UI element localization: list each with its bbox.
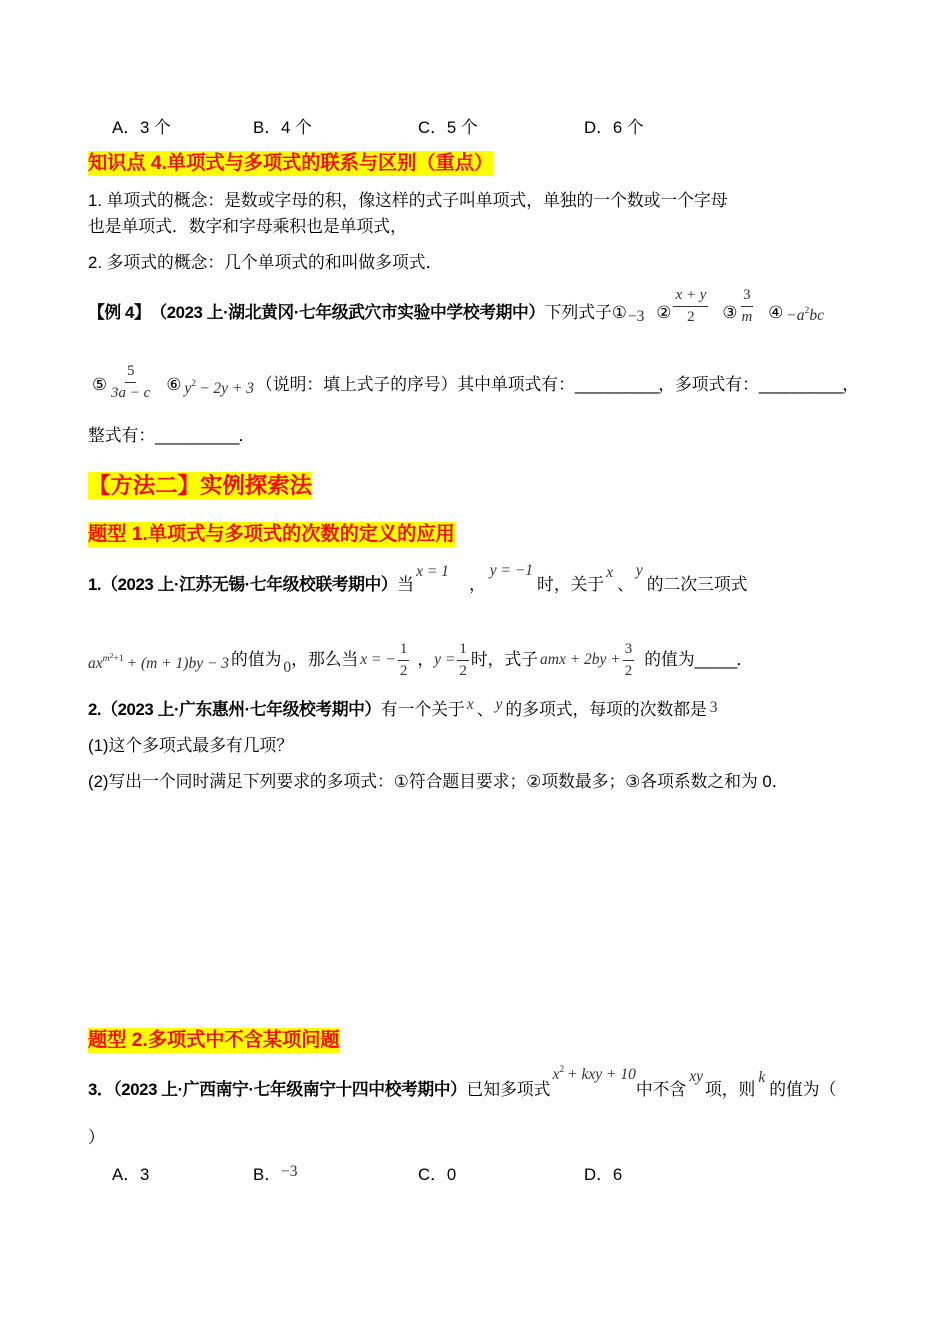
example-4-line-2 <box>88 362 860 401</box>
question-3-ask: 的值为（ <box>769 1080 837 1099</box>
method-2-heading: 【方法二】实例探索法 <box>88 473 312 498</box>
trinomial-value: 0 <box>283 659 292 677</box>
question-1-when: 当 <box>397 575 415 594</box>
marker-3: ③ <box>722 303 738 322</box>
trinomial-expression <box>88 650 230 673</box>
expr-4-base: −a <box>786 307 805 325</box>
example-4-line-1 <box>88 286 824 326</box>
expr-2-fraction <box>673 288 708 325</box>
y-value-fraction <box>457 642 469 679</box>
question-1-then-when: ，那么当 <box>291 650 359 669</box>
polynomial-label: ，多项式有： <box>658 375 759 394</box>
x-value-numerator: 1 <box>398 642 410 661</box>
question-3-option-c <box>418 1163 456 1187</box>
question-2-about: 有一个关于 <box>380 700 465 719</box>
expr-6-rest: − 2y + 3 <box>199 380 254 398</box>
question-3-poly-exponent: 2 <box>559 1064 565 1076</box>
question-3-source: 3．（2023 上·广西南宁·七年级南宁十四中校考期中） <box>88 1080 467 1099</box>
question-1-period: ． <box>736 650 754 669</box>
exponent-m: m <box>102 653 110 665</box>
prev-option-b-text: B．4 个 <box>253 118 312 137</box>
expr-4-rest: bc <box>809 307 824 325</box>
variable-y: y <box>635 562 643 580</box>
x-equals: x = − <box>360 651 396 669</box>
prev-option-a-text: A．3 个 <box>112 118 171 137</box>
expr-6-exponent: 2 <box>191 378 197 390</box>
monomial-definition-line-2 <box>88 215 407 239</box>
question-1-source: 1.（2023 上·江苏无锡·七年级校联考期中） <box>88 575 398 594</box>
question-2-part-2-text: (2)写出一个同时满足下列要求的多项式：①符合题目要求；②项数最多；③各项系数之和为 0． <box>88 772 789 791</box>
condition-x: x = 1 <box>416 563 449 581</box>
x-value-denominator: 2 <box>399 662 408 679</box>
question-2-part-1 <box>88 734 293 758</box>
target-expression: amx + 2by + <box>540 651 621 669</box>
expr-6 <box>184 378 254 398</box>
question-3-option-b-value: −3 <box>280 1163 298 1181</box>
expr-4 <box>786 305 824 325</box>
expr-5-denominator: 3a − c <box>111 384 151 401</box>
prev-option-c-text: C．5 个 <box>418 118 478 137</box>
question-1-separator: 、 <box>617 575 634 594</box>
expr-1: −3 <box>627 308 645 326</box>
question-3-poly-base: x <box>552 1066 560 1084</box>
exponent-m-square: 2 <box>109 650 114 660</box>
question-3-unknown: k <box>758 1069 766 1087</box>
question-3-option-a <box>112 1163 149 1187</box>
question-3-option-a-text: A．3 <box>112 1165 150 1184</box>
question-3-option-b-label: B． <box>253 1165 281 1184</box>
question-2-variable-y: y <box>495 696 503 714</box>
expr-2-numerator: x + y <box>673 288 708 307</box>
question-3-option-b <box>253 1163 297 1187</box>
example-4-comma: ， <box>842 375 860 394</box>
expr-5-fraction <box>109 364 152 401</box>
question-2-separator: 、 <box>476 700 494 719</box>
question-1-line-1 <box>88 562 748 597</box>
expr-2-denominator: 2 <box>687 308 695 325</box>
question-1-ask: 的值为 <box>644 650 695 669</box>
question-1-comma: ， <box>468 575 486 594</box>
target-fraction-numerator: 3 <box>623 642 635 661</box>
polynomial-answer-blank: __________ <box>758 375 843 394</box>
question-1-line-2 <box>88 640 754 679</box>
question-2-degree: 3 <box>709 699 718 717</box>
trinomial-rest: + (m + 1)by − 3 <box>126 655 230 673</box>
polynomial-definition-line <box>88 251 442 275</box>
marker-6: ⑥ <box>166 375 182 394</box>
example-4-source: （2023 上·湖北黄冈·七年级武穴市实验中学校考期中） <box>150 303 545 322</box>
trinomial-exponent <box>102 650 124 665</box>
prev-option-b <box>253 116 312 140</box>
marker-4: ④ <box>768 303 784 322</box>
question-3-option-d <box>584 1163 622 1187</box>
question-2-source: 2.（2023 上·广东惠州·七年级校考期中） <box>88 700 381 719</box>
variable-x: x <box>606 564 614 582</box>
example-4-instruction: （说明：填上式子的序号）其中单项式有： <box>256 375 575 394</box>
example-4-label: 【例 4】 <box>88 303 151 322</box>
marker-5: ⑤ <box>92 375 108 394</box>
integral-answer-blank: __________ <box>155 426 239 445</box>
trinomial-base: ax <box>88 655 103 673</box>
question-3-then: 项，则 <box>704 1080 756 1099</box>
question-2-part-1-text: (1)这个多项式最多有几项？ <box>88 736 294 755</box>
integral-label: 整式有： <box>88 426 156 445</box>
expr-6-base: y <box>184 380 192 398</box>
question-3-lead: 已知多项式 <box>466 1080 551 1099</box>
question-3-not-contain: 中不含 <box>635 1080 687 1099</box>
type-1-heading: 题型 1.单项式与多项式的次数的定义的应用 <box>88 524 455 545</box>
example-4-line-3 <box>88 424 255 448</box>
question-1-tail: 的二次三项式 <box>646 575 748 594</box>
question-3-option-c-text: C．0 <box>418 1165 457 1184</box>
y-equals: y = <box>434 651 456 669</box>
expr-5-numerator: 5 <box>125 364 137 383</box>
question-1-about: 时，关于 <box>537 575 605 594</box>
question-1-value-is: 的值为 <box>231 650 282 669</box>
x-value-fraction <box>398 642 410 679</box>
question-1-comma-2: ， <box>417 650 435 669</box>
question-1-answer-blank: _____ <box>694 650 737 669</box>
question-3-close-paren: ） <box>88 1128 105 1147</box>
question-3-option-d-text: D．6 <box>584 1165 623 1184</box>
target-expression-fraction <box>623 642 635 679</box>
prev-option-d <box>584 116 644 140</box>
expr-3-numerator: 3 <box>741 288 753 307</box>
y-value-denominator: 2 <box>459 662 467 679</box>
polynomial-definition-text: 2. 多项式的概念：几个单项式的和叫做多项式． <box>88 253 443 272</box>
condition-y: y = −1 <box>489 562 534 580</box>
expr-4-exponent: 2 <box>804 305 810 317</box>
example-4-period: ． <box>238 426 256 445</box>
question-2-line <box>88 698 718 722</box>
question-3-line <box>88 1064 837 1102</box>
question-2-part-2 <box>88 770 789 794</box>
question-2-tail: 的多项式，每项的次数都是 <box>505 700 707 719</box>
target-fraction-denominator: 2 <box>624 662 633 679</box>
prev-option-c <box>418 116 478 140</box>
question-3-term: xy <box>689 1068 703 1086</box>
question-1-expr-lead: 时，式子 <box>470 650 539 669</box>
type-2-heading: 题型 2.多项式中不含某项问题 <box>88 1030 340 1051</box>
expr-3-denominator: m <box>741 308 753 325</box>
question-3-polynomial <box>552 1064 636 1084</box>
monomial-answer-blank: __________ <box>574 375 659 394</box>
prev-option-a <box>112 116 171 140</box>
question-2-variable-x: x <box>466 696 474 714</box>
monomial-definition-text-2: 也是单项式．数字和字母乘积也是单项式， <box>88 217 407 236</box>
question-3-close-line <box>88 1126 105 1150</box>
monomial-definition-text-1: 1. 单项式的概念：是数或字母的积，像这样的式子叫单项式，单独的一个数或一个字母 <box>88 191 728 210</box>
prev-option-d-text: D．6 个 <box>584 118 644 137</box>
marker-2: ② <box>656 303 672 322</box>
y-value-numerator: 1 <box>457 642 469 661</box>
knowledge-point-4-heading: 知识点 4.单项式与多项式的联系与区别（重点） <box>88 153 494 174</box>
question-3-poly-rest: + kxy + 10 <box>567 1066 636 1084</box>
exponent-plus-one: +1 <box>113 653 124 665</box>
example-4-lead: 下列式子① <box>544 303 627 322</box>
monomial-definition-line-1 <box>88 189 728 213</box>
expr-3-fraction <box>739 288 754 325</box>
